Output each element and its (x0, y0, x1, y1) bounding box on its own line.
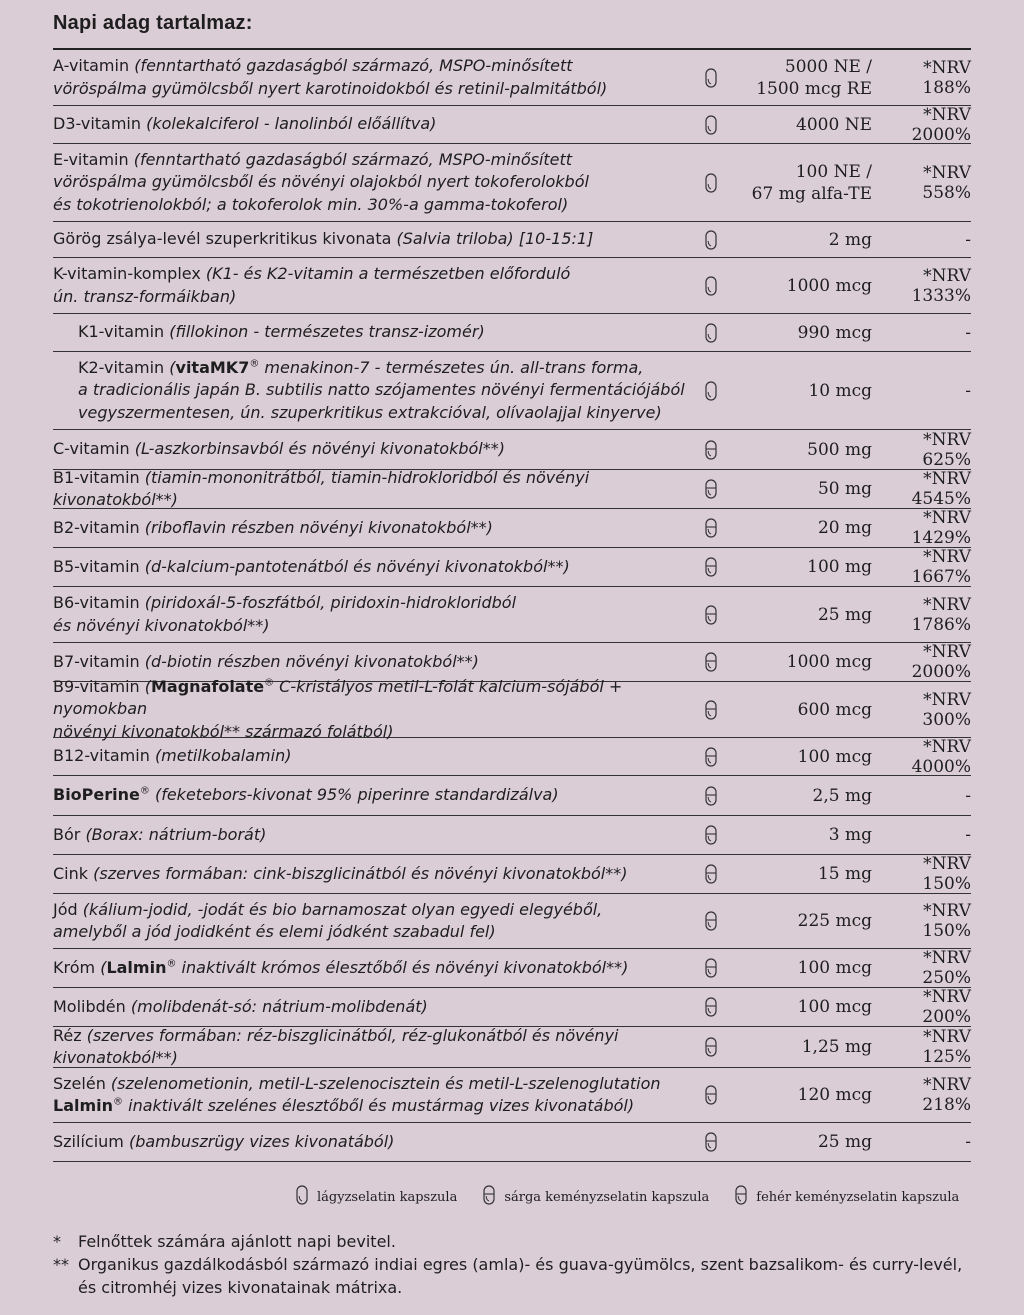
nutrient-name-part: ® (166, 958, 177, 970)
nutrient-name-part: (metilkobalamin) (154, 746, 292, 766)
yellow-capsule-icon (701, 958, 721, 978)
nutrient-row-b1-vitamin (53, 467, 971, 509)
nutrient-name-part: BioPerine (53, 785, 140, 805)
nutrient-row-b9-vitamin (53, 676, 971, 741)
nutrient-name-part: Bór (53, 824, 86, 844)
yellow-capsule-icon (701, 747, 721, 767)
nutrient-row-krom (53, 949, 971, 988)
nutrient-name-part: (tiamin-mononitrátból, tiamin-hidrokloridból és növényi kivonatokból**) (53, 467, 590, 509)
nutrient-nrv: *NRV 200% (922, 987, 971, 1027)
nutrient-nrv: *NRV 1786% (911, 594, 971, 635)
nutrient-amount-line: 100 mcg (797, 958, 872, 978)
nutrient-nrv: - (965, 785, 971, 806)
nutrient-nrv: *NRV 625% (922, 429, 971, 470)
nutrient-name-part: Lalmin (106, 957, 167, 977)
nutrient-name-part: C-kristályos metil-L-folát kalcium-sójából + nyomokban (53, 676, 623, 719)
nutrient-amount-line: 500 mg (807, 439, 872, 460)
nutrient-amount (721, 1131, 876, 1153)
nutrient-name (53, 673, 701, 747)
soft-capsule-icon (701, 68, 721, 88)
nutrient-row-a-vitamin (53, 50, 971, 106)
nutrient-amount (721, 699, 876, 721)
nutrient-name (53, 435, 701, 464)
nutrient-row-zsalya (53, 222, 971, 258)
nutrient-name (53, 260, 701, 311)
nutrient-name-part: (feketebors-kivonat 95% piperinre standardizálva) (149, 785, 559, 805)
nutrient-amount (721, 517, 876, 539)
nutrient-amount (721, 957, 876, 979)
nutrient-amount-line: 3 mg (828, 825, 872, 845)
nutrient-nrv: *NRV 188% (922, 57, 971, 98)
yellow-capsule-icon (701, 1132, 721, 1152)
yellow-capsule-icon (701, 440, 721, 460)
nutrient-name-part: a tradicionális japán B. subtilis natto szójamentes növényi fermentációjából (78, 380, 685, 400)
yellow-capsule-icon (701, 1085, 721, 1105)
soft-capsule-icon (701, 230, 721, 250)
nutrient-amount-line: 20 mg (817, 518, 872, 538)
nutrient-nrv: *NRV 2000% (911, 642, 971, 682)
nutrient-name-part: B2-vitamin (53, 517, 145, 537)
nutrient-amount (721, 439, 876, 461)
nutrient-nrv: *NRV 250% (922, 948, 971, 988)
nutrient-row-k1-vitamin (53, 314, 971, 352)
nutrient-amount (721, 604, 876, 626)
soft-capsule-icon (701, 173, 721, 193)
nutrient-nrv: *NRV 150% (922, 854, 971, 894)
nutrient-nrv: *NRV 2000% (911, 104, 971, 145)
nutrient-name-part: Görög zsálya-levél szuperkritikus kivonata (53, 229, 397, 249)
nutrient-nrv: - (965, 380, 971, 401)
nutrient-amount-line: 2 mg (828, 229, 872, 250)
nutrient-name-part: B5-vitamin (53, 556, 145, 576)
nutrient-amount (721, 56, 876, 100)
nutrient-name-part: (riboflavin részben növényi kivonatokból**) (144, 517, 493, 537)
nutrient-amount-line: 4000 NE (796, 114, 872, 135)
nutrient-row-e-vitamin (53, 144, 971, 222)
nutrient-name-part: ® (139, 785, 150, 797)
nutrient-name-part: ® (249, 358, 260, 370)
footnote-text: Organikus gazdálkodásból származó indiai egres (amla)- és guava-gyümölcs, szent bazsalikom- és curry-levél, és citromhéj vizes kivonatainak mátrixa. (78, 1255, 963, 1297)
nutrient-name (53, 354, 701, 428)
nutrient-name-part: Jód (53, 899, 83, 919)
legend-yellow (483, 1185, 709, 1209)
nutrient-nrv: - (965, 229, 971, 250)
footnote-mark: ** (53, 1255, 69, 1274)
yellow-capsule-icon (701, 786, 721, 806)
nutrient-name-part: (K1- és K2-vitamin a természetben előforduló (205, 264, 571, 283)
nutrient-amount-line: 15 mg (817, 864, 872, 884)
nutrient-name-part: K-vitamin-komplex (53, 264, 206, 283)
nutrient-name (53, 860, 701, 889)
nutrient-name-part: Molibdén (53, 996, 131, 1016)
nutrient-amount (721, 996, 876, 1018)
yellow-capsule-icon (701, 652, 721, 672)
nutrient-row-k-vitamin-komplex (53, 258, 971, 314)
nutrient-name-part: növényi kivonatokból** származó folátból) (53, 721, 394, 741)
nutrient-name-part: (Salvia triloba) [10-15:1] (396, 229, 594, 249)
nutrient-name-part: (fenntartható gazdaságból származó, MSPO-minősített (134, 56, 573, 75)
nutrient-row-jod (53, 894, 971, 949)
soft-capsule-icon (701, 323, 721, 343)
nutrient-name-part: ( (144, 676, 151, 696)
nutrient-name-part: inaktivált krómos élesztőből és növényi kivonatokból**) (176, 957, 629, 977)
nutrient-amount (721, 322, 876, 344)
nutrient-name-part: (d-biotin részben növényi kivonatokból**) (144, 651, 479, 671)
footnote-mark: * (53, 1232, 61, 1251)
nutrient-name-part: C-vitamin (53, 439, 135, 459)
nutrient-amount-line: 225 mcg (797, 911, 872, 931)
nutrient-name-part: D3-vitamin (53, 114, 147, 134)
nutrient-row-k2-vitamin (53, 352, 971, 430)
white-capsule-icon (735, 1185, 756, 1209)
footnote-text: Felnőttek számára ajánlott napi bevitel. (78, 1232, 396, 1251)
nutrient-name (53, 1070, 701, 1121)
nutrient-name-part: (Borax: nátrium-borát) (85, 824, 267, 844)
yellow-capsule-icon (701, 557, 721, 577)
footnotes (53, 1230, 983, 1299)
nutrient-name-part: E-vitamin (53, 149, 134, 169)
nutrient-amount (721, 380, 876, 402)
nutrient-amount (721, 229, 876, 251)
nutrient-amount (721, 1084, 876, 1106)
nutrient-name (53, 821, 701, 850)
yellow-capsule-icon (701, 864, 721, 884)
page-title: Napi adag tartalmaz: (53, 12, 253, 34)
nutrient-table (53, 48, 971, 1162)
nutrient-name-part: (molibdenát-só: nátrium-molibdenát) (130, 996, 428, 1016)
capsule-legend (296, 1185, 985, 1209)
nutrient-row-szelen (53, 1068, 971, 1123)
nutrient-name-part: (d-kalcium-pantotenátból és növényi kivonatokból**) (144, 556, 570, 576)
nutrient-name (53, 318, 701, 347)
nutrient-name-part: és tokotrienolokból; a tokoferolok min. 30%-a gamma-tokoferol) (53, 194, 569, 214)
nutrient-name-part: (piridoxál-5-foszfátból, piridoxin-hidrokloridból (144, 593, 517, 612)
nutrient-name-part: vegyszermentesen, ún. szuperkritikus extrakcióval, olívaolajjal kinyerve) (78, 402, 662, 422)
legend-white-label: fehér keményzselatin kapszula (756, 1189, 960, 1205)
nutrient-nrv: *NRV 4545% (911, 469, 971, 509)
nutrient-name-part: (szerves formában: cink-biszglicinátból és növényi kivonatokból**) (93, 863, 628, 883)
nutrient-amount-line: 1000 mcg (786, 275, 872, 296)
nutrient-name-part: Szilícium (53, 1131, 129, 1151)
yellow-capsule-icon (701, 825, 721, 845)
soft-capsule-icon (701, 381, 721, 401)
nutrient-name (53, 110, 701, 139)
nutrient-amount (721, 478, 876, 500)
yellow-capsule-icon (701, 911, 721, 931)
nutrient-name-part: B1-vitamin (53, 467, 145, 487)
nutrient-name-part: K1-vitamin (78, 322, 170, 342)
nutrient-amount (721, 785, 876, 807)
nutrient-amount (721, 114, 876, 136)
nutrient-name-part: és növényi kivonatokból**) (53, 615, 270, 635)
nutrient-amount (721, 275, 876, 297)
nutrient-amount-line: 100 mcg (797, 746, 872, 767)
nutrient-nrv: *NRV 300% (922, 689, 971, 730)
nutrient-name-part: vitaMK7 (175, 357, 250, 377)
nutrient-name-part: inaktivált szelénes élesztőből és mustármag vizes kivonatából) (123, 1096, 635, 1115)
nutrient-amount-line: 5000 NE / (784, 56, 872, 77)
nutrient-row-b12-vitamin (53, 738, 971, 776)
yellow-capsule-icon (483, 1185, 504, 1209)
nutrient-name (53, 464, 701, 515)
nutrient-name-part: B9-vitamin (53, 676, 145, 696)
nutrient-amount-line: 50 mg (817, 479, 872, 499)
legend-soft (296, 1185, 457, 1209)
nutrient-name-part: menakinon-7 - természetes ún. all-trans forma, (259, 357, 644, 377)
nutrient-name-part: K2-vitamin (78, 357, 170, 377)
nutrient-row-d3-vitamin (53, 106, 971, 144)
nutrient-name (53, 1128, 701, 1157)
nutrient-name-part: Lalmin (53, 1096, 114, 1115)
nutrient-row-cink (53, 855, 971, 894)
nutrient-name-part: (fenntartható gazdaságból származó, MSPO-minősített (133, 149, 573, 169)
nutrient-name-part: Magnafolate (151, 676, 265, 696)
nutrient-name-part: ( (100, 957, 107, 977)
footnote (53, 1230, 983, 1253)
nutrient-amount-line: 25 mg (817, 604, 872, 625)
legend-soft-label: lágyzselatin kapszula (317, 1189, 458, 1205)
nutrient-amount (721, 556, 876, 578)
nutrient-name-part: ( (169, 357, 176, 377)
nutrient-name (53, 781, 701, 810)
yellow-capsule-icon (701, 479, 721, 499)
nutrient-amount-line: 100 NE / (795, 161, 872, 182)
nutrient-nrv: - (965, 825, 971, 845)
nutrient-name-part: vöröspálma gyümölcsből nyert karotinoidokból és retinil-palmitátból) (53, 78, 608, 98)
nutrient-amount-line: 100 mg (807, 557, 872, 577)
nutrient-amount (721, 1036, 876, 1058)
nutrient-nrv: *NRV 125% (922, 1027, 971, 1067)
nutrient-amount-line: 1000 mcg (786, 652, 872, 672)
nutrient-name-part: (L-aszkorbinsavból és növényi kivonatokból**) (134, 439, 505, 459)
nutrient-name (53, 553, 701, 582)
legend-white (735, 1185, 959, 1209)
nutrient-name-part: B12-vitamin (53, 746, 155, 766)
nutrient-name-part: (fillokinon - természetes transz-izomér) (169, 322, 485, 342)
nutrient-amount-line: 25 mg (817, 1132, 872, 1152)
nutrient-amount (721, 161, 876, 205)
nutrient-row-rez (53, 1027, 971, 1068)
nutrient-amount-line: 1500 mcg RE (756, 78, 872, 99)
nutrient-nrv: *NRV 1429% (911, 508, 971, 548)
nutrient-row-bioperine (53, 776, 971, 816)
nutrient-row-b2-vitamin (53, 509, 971, 548)
yellow-capsule-icon (701, 1037, 721, 1057)
yellow-capsule-icon (701, 997, 721, 1017)
nutrient-amount-line: 990 mcg (797, 322, 872, 343)
nutrient-amount-line: 600 mcg (797, 699, 872, 720)
footnote (53, 1253, 983, 1299)
nutrient-nrv: *NRV 1667% (911, 547, 971, 587)
nutrient-amount-line: 10 mcg (808, 380, 872, 401)
nutrient-amount (721, 910, 876, 932)
nutrient-name (53, 514, 701, 543)
nutrient-nrv: *NRV 150% (922, 901, 971, 941)
nutrient-name-part: amelyből a jód jodidként és elemi jódként szabadul fel) (53, 922, 496, 941)
nutrient-amount (721, 863, 876, 885)
nutrient-name-part: (szelenometionin, metil-L-szelenocisztein és metil-L-szelenoglutation (110, 1073, 661, 1093)
soft-capsule-icon (296, 1185, 317, 1209)
nutrient-amount-line: 2,5 mg (812, 785, 872, 806)
nutrient-name (53, 1022, 701, 1073)
nutrient-name-part: vöröspálma gyümölcsből és növényi olajokból nyert tokoferolokból (53, 172, 589, 192)
yellow-capsule-icon (701, 605, 721, 625)
nutrient-nrv: *NRV 1333% (911, 265, 971, 306)
nutrient-nrv: *NRV 558% (922, 162, 971, 203)
nutrient-row-b5-vitamin (53, 548, 971, 587)
nutrient-name-part: ® (113, 1096, 124, 1108)
nutrient-name-part: Réz (53, 1025, 87, 1045)
nutrient-amount (721, 824, 876, 846)
nutrient-name-part: (kálium-jodid, -jodát és bio barnamoszat olyan egyedi elegyéből, (82, 899, 603, 919)
nutrient-name-part: ún. transz-formáikban) (53, 286, 237, 306)
nutrient-row-b6-vitamin (53, 587, 971, 643)
nutrient-row-szilicium (53, 1123, 971, 1162)
nutrient-nrv: *NRV 218% (922, 1075, 971, 1115)
nutrient-name (53, 993, 701, 1022)
nutrient-name (53, 742, 701, 771)
nutrient-name (53, 896, 701, 947)
nutrient-name-part: B6-vitamin (53, 593, 145, 612)
nutrient-name-part: ® (264, 677, 275, 689)
nutrient-name (53, 954, 701, 983)
nutrient-name-part: B7-vitamin (53, 651, 145, 671)
nutrient-amount-line: 1,25 mg (801, 1037, 872, 1057)
nutrient-name (53, 225, 701, 254)
nutrient-amount-line: 100 mcg (797, 997, 872, 1017)
nutrient-name-part: (szerves formában: réz-biszglicinátból, réz-glukonátból és növényi kivonatokból**) (53, 1025, 619, 1067)
nutrient-nrv: *NRV 4000% (911, 736, 971, 777)
yellow-capsule-icon (701, 700, 721, 720)
nutrient-name (53, 146, 701, 220)
nutrient-amount (721, 651, 876, 673)
nutrient-name (53, 52, 701, 103)
legend-yellow-label: sárga keményzselatin kapszula (504, 1189, 710, 1205)
nutrient-name-part: Króm (53, 957, 101, 977)
nutrient-name-part: (kolekalciferol - lanolinból előállítva) (146, 114, 437, 134)
nutrient-nrv: - (965, 1132, 971, 1152)
nutrient-name (53, 589, 701, 640)
nutrient-nrv: - (965, 322, 971, 343)
nutrient-amount (721, 746, 876, 768)
nutrient-name-part: Cink (53, 863, 94, 883)
nutrient-row-bor (53, 816, 971, 855)
soft-capsule-icon (701, 276, 721, 296)
nutrient-name-part: A-vitamin (53, 56, 135, 75)
soft-capsule-icon (701, 115, 721, 135)
nutrient-amount-line: 67 mg alfa-TE (751, 183, 872, 204)
nutrient-amount-line: 120 mcg (797, 1085, 872, 1105)
nutrient-name-part: Szelén (53, 1073, 111, 1093)
nutrient-name-part: (bambuszrügy vizes kivonatából) (128, 1131, 395, 1151)
yellow-capsule-icon (701, 518, 721, 538)
